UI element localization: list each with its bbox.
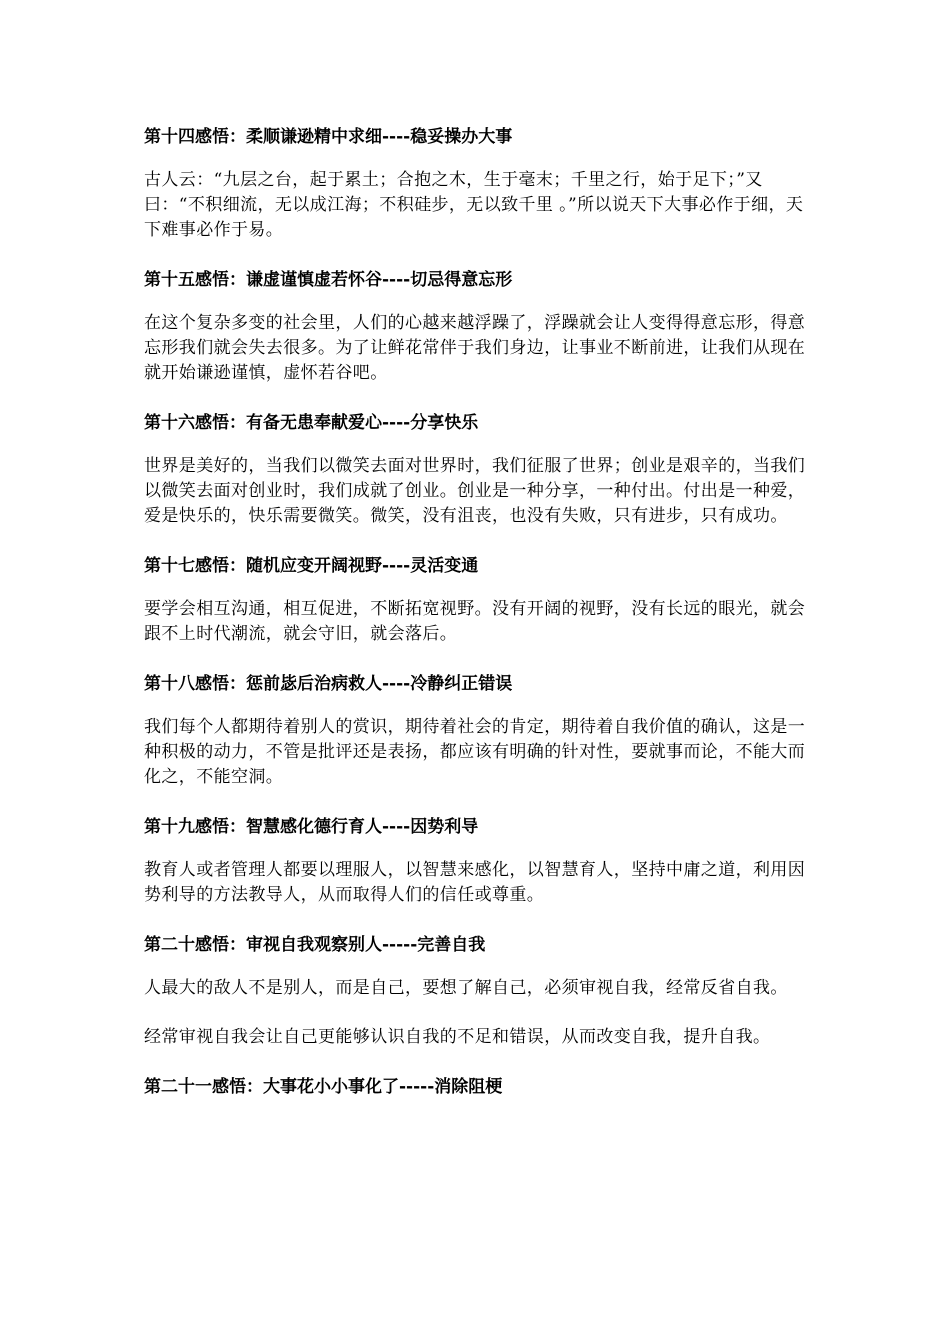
section-19 [144,814,812,908]
document-body [144,124,812,1118]
section-15 [144,267,812,386]
section-paragraph: 人最大的敌人不是别人，而是自己，要想了解自己，必须审视自我，经常反省自我。 [144,978,788,998]
section-heading: 第十四感悟：柔顺谦逊精中求细----稳妥操办大事 [144,127,513,147]
section-heading: 第二十一感悟：大事花小小事化了-----消除阻梗 [144,1077,503,1097]
section-heading: 第十八感悟：惩前毖后治病救人----冷静纠正错误 [144,674,513,694]
section-heading: 第十五感悟：谦虚谨慎虚若怀谷----切忌得意忘形 [144,270,513,290]
section-16 [144,410,812,529]
section-heading: 第十七感悟：随机应变开阔视野----灵活变通 [144,556,479,576]
section-paragraph: 我们每个人都期待着别人的赏识，期待着社会的肯定，期待着自我价值的确认，这是一种积极的动力，不管是批评还是表扬，都应该有明确的针对性，要就事而论，不能大而化之，不能空洞。 [144,717,806,787]
section-heading: 第二十感悟：审视自我观察别人-----完善自我 [144,935,486,955]
section-paragraph: 经常审视自我会让自己更能够认识自我的不足和错误，从而改变自我，提升自我。 [144,1027,771,1047]
section-paragraph: 要学会相互沟通，相互促进，不断拓宽视野。没有开阔的视野，没有长远的眼光，就会跟不上时代潮流，就会守旧，就会落后。 [144,599,806,644]
section-18 [144,671,812,790]
section-17 [144,553,812,647]
section-14 [144,124,812,243]
section-heading: 第十六感悟：有备无患奉献爱心----分享快乐 [144,413,479,433]
section-21 [144,1074,812,1100]
section-paragraph: 教育人或者管理人都要以理服人，以智慧来感化，以智慧育人，坚持中庸之道，利用因势利导的方法教导人，从而取得人们的信任或尊重。 [144,860,806,905]
section-heading: 第十九感悟：智慧感化德行育人----因势利导 [144,817,479,837]
section-paragraph: 古人云：“九层之台，起于累土；合抱之木，生于毫末；千里之行，始于足下；”又曰：“不积细流，无以成江海；不积硅步，无以致千里 。”所以说天下大事必作于细，天下难事必作于易。 [144,170,804,240]
section-paragraph: 在这个复杂多变的社会里，人们的心越来越浮躁了，浮躁就会让人变得得意忘形，得意忘形我们就会失去很多。为了让鲜花常伴于我们身边，让事业不断前进，让我们从现在就开始谦逊谨慎，虚怀若谷吧。 [144,313,806,383]
section-20 [144,932,812,1050]
section-paragraph: 世界是美好的，当我们以微笑去面对世界时，我们征服了世界；创业是艰辛的，当我们以微笑去面对创业时，我们成就了创业。创业是一种分享，一种付出。付出是一种爱，爱是快乐的，快乐需要微笑。微笑，没有沮丧，也没有失败，只有进步，只有成功。 [144,456,806,526]
